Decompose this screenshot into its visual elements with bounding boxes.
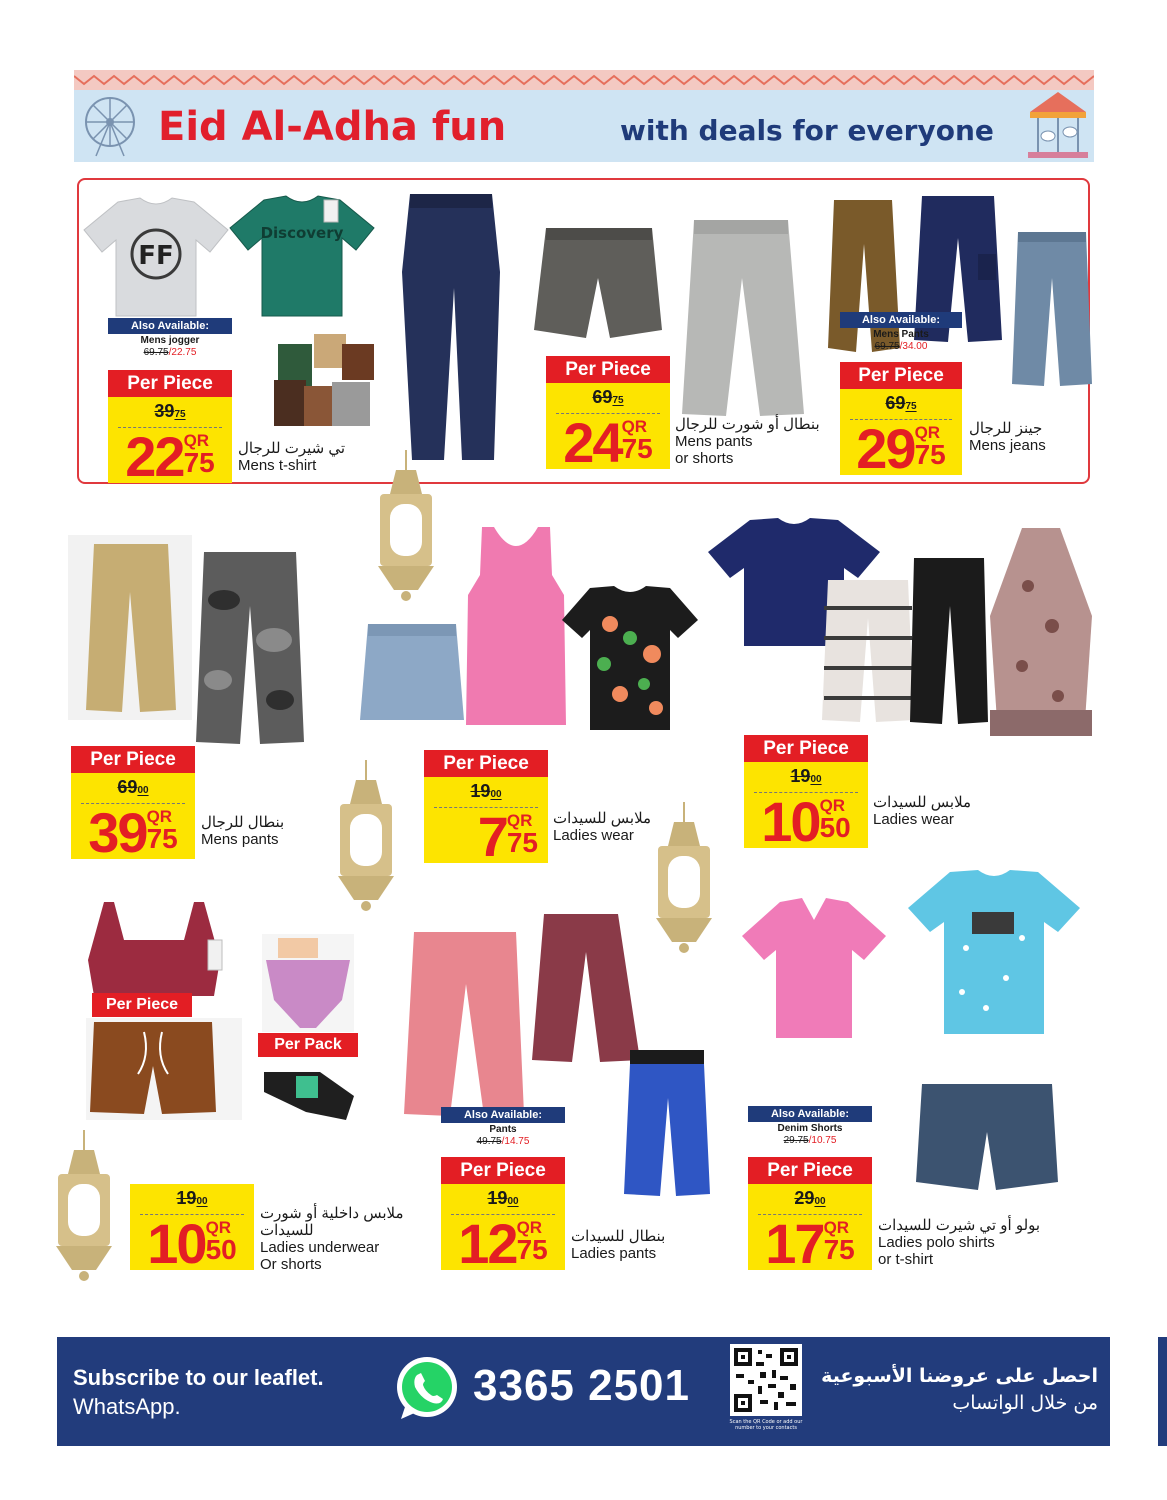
product-label-ladies-wear-1 <box>553 810 651 844</box>
price-block-ladies-underwear <box>130 1184 254 1275</box>
mens-jeans-image <box>1010 230 1094 388</box>
new-price-int: 24 <box>563 411 622 474</box>
maroon-pants-image <box>530 912 642 1064</box>
tee-brand-text: Discovery <box>260 224 344 242</box>
per-piece-badge: Per Piece <box>441 1157 565 1184</box>
product-name-ar: جينز للرجال <box>969 420 1043 437</box>
per-piece-badge: Per Piece <box>424 750 548 777</box>
new-price-int: 10 <box>761 790 820 853</box>
tee-print-text: FF <box>138 241 174 271</box>
new-price-int: 7 <box>477 805 507 868</box>
mens-jogger-navy-image <box>396 192 508 464</box>
currency-label: QR <box>823 1218 850 1237</box>
price-block-mens-pants-shorts <box>546 383 670 474</box>
mens-tshirt-green-image <box>228 194 376 318</box>
old-price-int: 39 <box>154 401 175 421</box>
product-name-ar: ملابس للسيدات <box>873 794 972 811</box>
also-available-header: Also Available: <box>108 318 232 334</box>
old-price-dec: 75 <box>612 395 624 406</box>
per-piece-badge: Per Piece <box>108 370 232 397</box>
old-price-int: 69 <box>885 393 906 413</box>
subscribe-text <box>73 1363 324 1421</box>
page-edge-tab <box>1158 1337 1167 1446</box>
per-piece-badge: Per Piece <box>546 356 670 383</box>
old-price-dec: 00 <box>810 774 822 785</box>
currency-label: QR <box>146 807 173 826</box>
old-price-int: 19 <box>487 1188 508 1208</box>
also-available-denim-shorts <box>748 1106 872 1147</box>
currency-label: QR <box>183 431 210 450</box>
product-name-ar: بولو أو تي شيرت للسيدات <box>878 1217 1041 1234</box>
also-available-header: Also Available: <box>441 1107 565 1123</box>
banner-title: Eid Al-Adha fun <box>158 104 507 150</box>
per-piece-badge: Per Piece <box>71 746 195 773</box>
patterned-pants-image <box>820 578 916 724</box>
lantern-icon <box>330 760 402 912</box>
new-price-dec: 75 <box>506 827 538 858</box>
mens-camo-pants-image <box>194 550 306 746</box>
new-price-int: 22 <box>125 425 184 488</box>
whatsapp-icon[interactable] <box>391 1353 463 1425</box>
mens-tshirt-grey-image <box>82 196 230 318</box>
per-pack-badge: Per Pack <box>258 1033 358 1057</box>
banner-subtitle: with deals for everyone <box>620 114 994 147</box>
also-available-name: Pants <box>489 1124 517 1135</box>
whatsapp-phone-number[interactable]: 3365 2501 <box>473 1361 690 1410</box>
also-available-old-price: 69.75 <box>874 341 900 352</box>
currency-label: QR <box>506 811 533 830</box>
pink-tank-top-image <box>464 525 568 727</box>
new-price-dec: 50 <box>205 1234 237 1265</box>
new-price-dec: 75 <box>621 433 653 464</box>
product-name-en-line2: or t-shirt <box>878 1251 934 1268</box>
mens-jogger-folded-image <box>272 332 380 432</box>
new-price-int: 17 <box>765 1212 824 1275</box>
mens-shorts-grey-image <box>532 226 664 342</box>
also-available-new-price: /22.75 <box>168 347 197 358</box>
also-available-new-price: /10.75 <box>808 1135 837 1146</box>
qr-code-icon[interactable] <box>730 1344 802 1416</box>
old-price-int: 19 <box>790 766 811 786</box>
floral-tshirt-image <box>560 584 700 732</box>
old-price-int: 69 <box>592 387 613 407</box>
also-available-old-price: 29.75 <box>783 1135 809 1146</box>
product-label-ladies-wear-2 <box>873 794 971 828</box>
blue-tshirt-image <box>906 868 1082 1038</box>
price-block-mens-tshirt <box>108 397 232 488</box>
ladies-shorts-brown-image <box>88 1020 218 1116</box>
new-price-int: 39 <box>88 801 147 864</box>
currency-label: QR <box>205 1218 232 1237</box>
product-name-en: Ladies wear <box>873 811 954 828</box>
mens-pants-grey-image <box>678 218 806 418</box>
new-price-dec: 75 <box>914 439 946 470</box>
product-name-ar: بنطال أو شورت للرجال <box>675 416 820 433</box>
old-price-dec: 00 <box>814 1196 826 1207</box>
new-price-dec: 75 <box>823 1234 855 1265</box>
also-available-old-price: 69.75 <box>143 347 169 358</box>
also-available-old-price: 49.75 <box>476 1136 502 1147</box>
pink-polo-image <box>740 896 888 1042</box>
header-banner <box>74 70 1094 162</box>
old-price-int: 19 <box>176 1188 197 1208</box>
subscribe-line1: Subscribe to our leaflet. <box>73 1365 324 1390</box>
product-name-en-line1: Mens pants <box>675 433 753 450</box>
mens-pants-beige-image <box>84 542 178 714</box>
product-name-en-line1: Ladies polo shirts <box>878 1234 995 1251</box>
also-available-header: Also Available: <box>748 1106 872 1122</box>
also-available-name: Denim Shorts <box>777 1123 843 1134</box>
currency-label: QR <box>914 423 941 442</box>
old-price-int: 19 <box>470 781 491 801</box>
old-price-dec: 75 <box>174 409 186 420</box>
product-name-ar: ملابس للسيدات <box>553 810 652 827</box>
product-name-ar: بنطال للرجال <box>201 814 285 831</box>
product-label-mens-pants <box>201 814 284 848</box>
per-piece-badge: Per Piece <box>748 1157 872 1184</box>
old-price-dec: 00 <box>137 785 149 796</box>
product-label-ladies-polo <box>878 1217 1040 1268</box>
product-name-en: Mens t-shirt <box>238 457 317 474</box>
product-name-en-line2: or shorts <box>675 450 734 467</box>
black-leggings-image <box>908 556 990 726</box>
price-block-mens-jeans <box>840 389 962 480</box>
old-price-dec: 00 <box>490 789 502 800</box>
also-available-name: Mens Pants <box>873 329 929 340</box>
old-price-dec: 00 <box>507 1196 519 1207</box>
also-available-mens-jogger <box>108 318 232 359</box>
denim-shorts-image <box>914 1082 1060 1194</box>
currency-label: QR <box>819 796 846 815</box>
old-price-dec: 00 <box>196 1196 208 1207</box>
new-price-dec: 75 <box>516 1234 548 1265</box>
whatsapp-subscribe-footer <box>57 1337 1110 1446</box>
product-label-ladies-underwear <box>260 1205 404 1273</box>
also-available-new-price: /34.00 <box>899 341 928 352</box>
currency-label: QR <box>621 417 648 436</box>
ladies-underwear-image <box>258 930 358 1036</box>
old-price-dec: 75 <box>905 401 917 412</box>
per-piece-badge: Per Piece <box>92 993 192 1017</box>
old-price-int: 29 <box>794 1188 815 1208</box>
new-price-dec: 50 <box>819 812 851 843</box>
price-block-ladies-pants <box>441 1184 565 1275</box>
pink-joggers-image <box>402 930 526 1118</box>
also-available-header: Also Available: <box>840 312 962 328</box>
product-name-en-line2: Or shorts <box>260 1256 322 1273</box>
denim-skirt-image <box>358 620 466 724</box>
also-available-name: Mens jogger <box>140 335 200 346</box>
product-name-en: Mens jeans <box>969 437 1046 454</box>
subscribe-line2: WhatsApp. <box>73 1394 181 1419</box>
footer-arabic-line1: احصل على عروضنا الأسبوعية <box>821 1365 1098 1387</box>
new-price-int: 29 <box>856 417 915 480</box>
new-price-dec: 75 <box>146 823 178 854</box>
price-block-mens-pants <box>71 773 195 864</box>
footer-arabic-text <box>821 1363 1098 1417</box>
socks-image <box>256 1062 360 1124</box>
new-price-dec: 75 <box>183 447 215 478</box>
product-name-ar-line2: للسيدات <box>260 1222 314 1239</box>
blue-joggers-image <box>620 1048 714 1198</box>
carousel-icon <box>1026 88 1090 160</box>
also-available-new-price: /14.75 <box>501 1136 530 1147</box>
product-label-ladies-pants <box>571 1228 665 1262</box>
price-block-ladies-wear-1 <box>424 777 548 868</box>
per-piece-badge: Per Piece <box>840 362 962 389</box>
product-name-ar-line1: ملابس داخلية أو شورت <box>260 1205 404 1222</box>
footer-arabic-line2: من خلال الواتساب <box>952 1392 1098 1414</box>
lantern-icon <box>370 450 442 602</box>
price-block-ladies-polo <box>748 1184 872 1275</box>
bra-image <box>84 900 224 1000</box>
old-price-int: 69 <box>117 777 138 797</box>
also-available-pants <box>441 1107 565 1148</box>
ferris-wheel-icon <box>80 92 144 158</box>
product-label-mens-tshirt <box>238 440 345 474</box>
also-available-mens-pants <box>840 312 962 353</box>
product-name-ar: بنطال للسيدات <box>571 1228 666 1245</box>
new-price-int: 12 <box>458 1212 517 1275</box>
price-block-ladies-wear-2 <box>744 762 868 853</box>
qr-code-caption: Scan the QR Code or add our number to your contacts <box>729 1419 803 1431</box>
product-label-mens-pants-shorts <box>675 416 820 467</box>
lantern-icon <box>648 802 720 954</box>
zigzag-decoration <box>74 70 1094 90</box>
product-name-en: Ladies wear <box>553 827 634 844</box>
product-label-mens-jeans <box>969 420 1046 454</box>
lantern-icon <box>48 1130 120 1282</box>
floral-kaftan-image <box>988 526 1094 738</box>
product-name-en: Ladies pants <box>571 1245 657 1262</box>
per-piece-badge: Per Piece <box>744 735 868 762</box>
product-name-en: Mens pants <box>201 831 279 848</box>
currency-label: QR <box>516 1218 543 1237</box>
new-price-int: 10 <box>147 1212 206 1275</box>
product-name-ar: تي شيرت للرجال <box>238 440 346 457</box>
product-name-en-line1: Ladies underwear <box>260 1239 380 1256</box>
